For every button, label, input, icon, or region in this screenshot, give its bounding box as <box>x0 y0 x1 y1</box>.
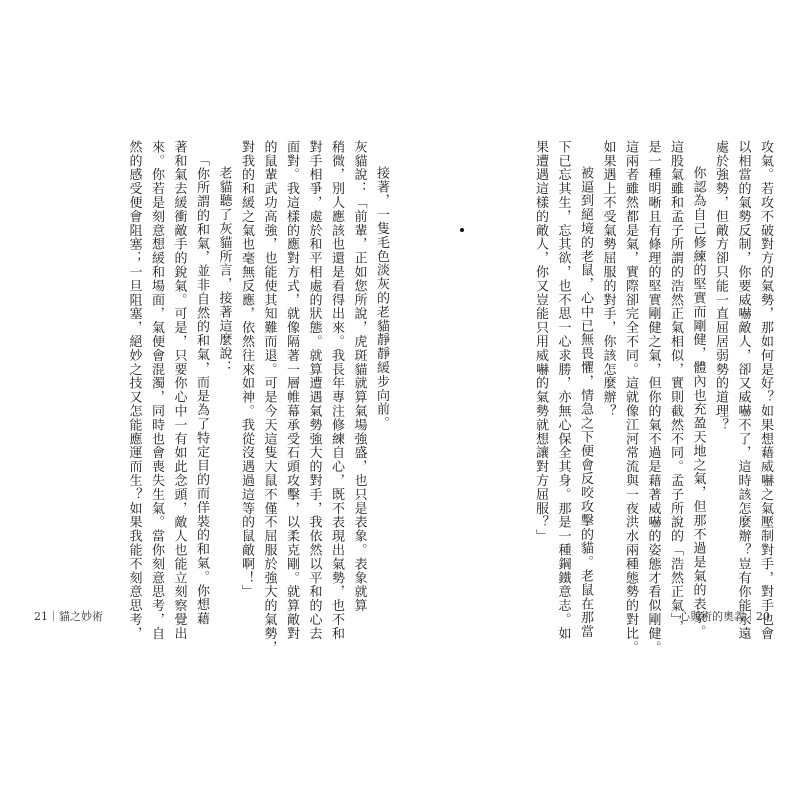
text-line: 被逼到絕境的老鼠，心中已無畏懼，情急之下便會反咬攻擊的貓。老鼠在那當 <box>578 166 593 639</box>
text-line: 如果遇上不受氣勢屈服的對手，你該怎麼辦？ <box>600 140 616 418</box>
text-line: 灰貓說：「前輩，正如您所說，虎斑貓就算氣場強盛，也只是表象。表象就算 <box>351 140 367 613</box>
text-line: 對手相爭，處於和平相處的狀態。就算遭遇氣勢強大的對手，我依然以平和的心去 <box>306 140 322 641</box>
text-line: 你認為自己修練的堅實而剛健，體內也充盈天地之氣，但那不過是氣的表象。 <box>690 166 706 639</box>
text-line: 來。你若是刻意想緩和場面，氣便會混濁，同時也會喪失生氣。當你刻意思考，自 <box>149 140 164 641</box>
text-line: 老貓聽了灰貓所言，接著這麼說： <box>216 166 232 375</box>
text-line: 是一種明晰且有條理的堅實剛健之氣，但你的氣不過是藉著威嚇的姿態才看似剛健。 <box>645 140 661 655</box>
text-line: 的鼠輩武功高強，也能使其知難而退。可是今天這隻大鼠不僅不屈服於強大的氣勢， <box>261 140 277 655</box>
page-number-left: 21｜貓之妙術 <box>34 610 103 623</box>
text-line: 面對。我這樣的應對方式，就像隔著一層帷幕承受石頭攻擊，以柔克剛。就算敵對 <box>284 140 299 641</box>
text-line: 這兩者雖然都是氣，實際卻完全不同。這就像江河常流與一夜洪水兩種態勢的對比。 <box>623 140 638 655</box>
text-line: 這股氣雖和孟子所謂的浩然正氣相似，實則截然不同。孟子所說的「浩然正氣」， <box>668 140 683 634</box>
text-line: 處於強勢，但敵方卻只能一直屈居弱勢的道理？ <box>713 140 728 432</box>
text-line: 「你所謂的和氣，並非自然的和氣，而是為了特定目的而佯裝的和氣。你想藉 <box>194 153 209 626</box>
text-line: 對我的和緩之氣也毫無反應，依然往來如神。我從沒遇過這等的鼠敵啊！」 <box>239 140 254 599</box>
page-number-right: 心與術的奧義｜20 <box>679 610 770 623</box>
text-line: 稍微，別人應該也還是看得出來。我長年專注修練自心，既不表現出氣勢，也不和 <box>329 140 344 641</box>
text-line: 然的感受便會阻塞；一旦阻塞，絕妙之技又怎能應運而生？如果我能不刻意思考， <box>126 140 142 641</box>
text-line: 果遭遇這樣的敵人，你又豈能只用威嚇的氣勢就想讓對方屈服？」 <box>533 140 548 544</box>
text-line: 下已忘其生，忘其欲，也不思一心求勝，亦無心保全其身。那是一種鋼鐵意志。如 <box>555 140 571 641</box>
text-line: 攻氣。若攻不破對方的氣勢，那如何是好？如果想藉威嚇之氣壓制對手，對手也會 <box>758 140 773 641</box>
text-line: 接著，一隻毛色淡灰的老貓靜靜緩步向前。 <box>374 166 389 431</box>
text-line: 以相當的氣勢反制，你要威嚇敵人，卻又威嚇不了，這時該怎麼辦？豈有你能永遠 <box>735 140 751 641</box>
text-line: 著和氣去緩衝敵手的銳氣。可是，只要你心中一有如此念頭，敵人也能立刻察覺出 <box>171 140 187 641</box>
